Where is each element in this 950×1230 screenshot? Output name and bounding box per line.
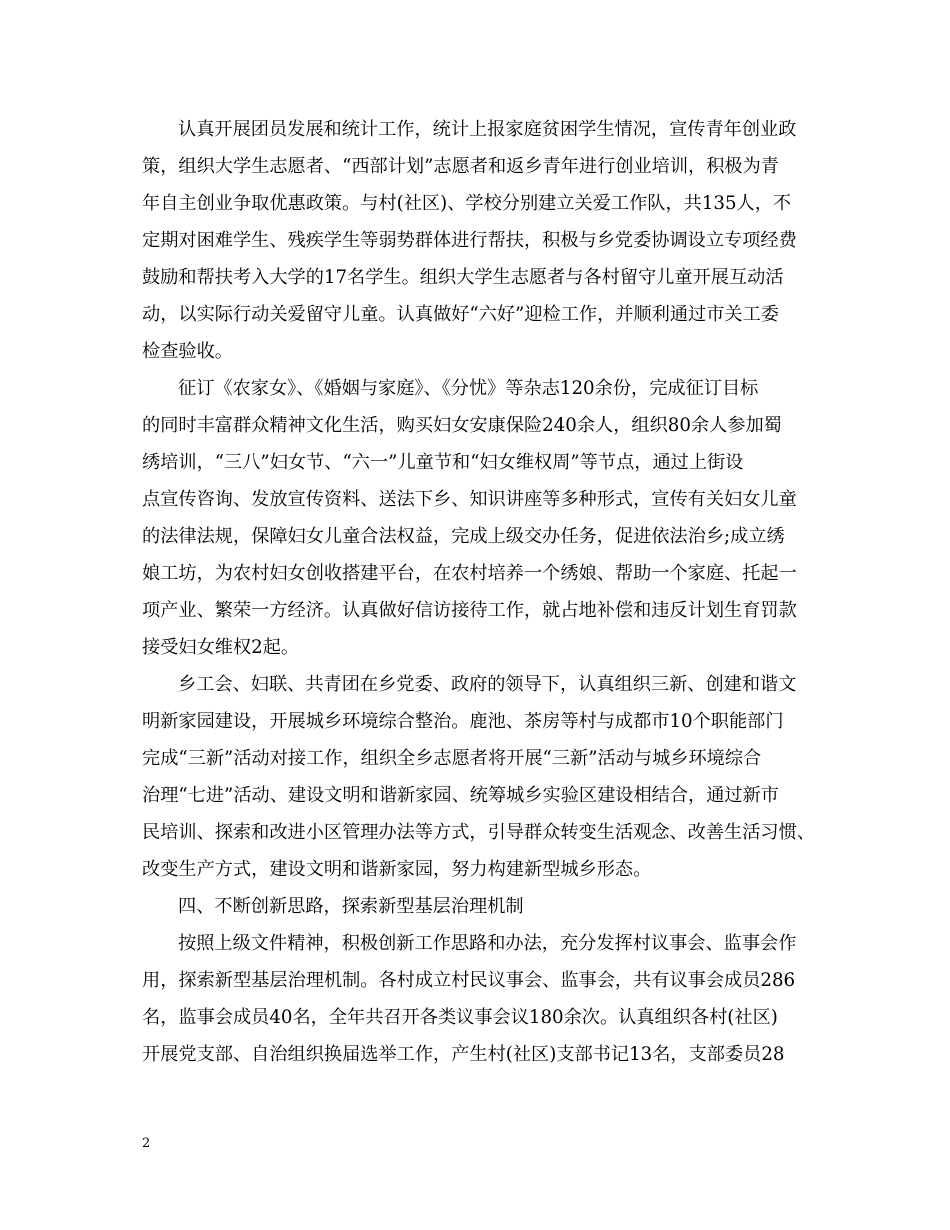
text-line: 治理“七进”活动、建设文明和谐新家园、统筹城乡实验区建设相结合，通过新市 bbox=[142, 785, 779, 806]
text-line: 按照上级文件精神，积极创新工作思路和办法，充分发挥村议事会、监事会作 bbox=[178, 933, 797, 954]
text-line: 娘工坊，为农村妇女创收搭建平台，在农村培养一个绣娘、帮助一个家庭、托起一 bbox=[142, 563, 797, 584]
text-line: 鼓励和帮扶考入大学的17名学生。组织大学生志愿者与各村留守儿童开展互动活 bbox=[142, 267, 784, 288]
text-line: 认真开展团员发展和统计工作，统计上报家庭贫困学生情况，宣传青年创业政 bbox=[178, 119, 797, 140]
text-line: 明新家园建设，开展城乡环境综合整治。鹿池、茶房等村与成都市10个职能部门 bbox=[142, 711, 784, 732]
text-line: 定期对困难学生、残疾学生等弱势群体进行帮扶，积极与乡党委协调设立专项经费 bbox=[142, 230, 797, 251]
section-heading: 四、不断创新思路，探索新型基层治理机制 bbox=[178, 896, 524, 917]
text-line: 的同时丰富群众精神文化生活，购买妇女安康保险240余人，组织80余人参加蜀 bbox=[142, 415, 782, 436]
text-line: 乡工会、妇联、共青团在乡党委、政府的领导下，认真组织三新、创建和谐文 bbox=[178, 674, 797, 695]
text-line: 征订《农家女》、《婚姻与家庭》、《分忧》等杂志120余份，完成征订目标 bbox=[178, 378, 759, 399]
text-line: 策，组织大学生志愿者、“西部计划”志愿者和返乡青年进行创业培训，积极为青 bbox=[142, 156, 779, 177]
text-line: 的法律法规，保障妇女儿童合法权益，完成上级交办任务，促进依法治乡;成立绣 bbox=[142, 526, 785, 547]
text-line: 完成“三新”活动对接工作，组织全乡志愿者将开展“三新”活动与城乡环境综合 bbox=[142, 748, 762, 769]
text-line: 接受妇女维权2起。 bbox=[142, 637, 300, 658]
text-line: 名，监事会成员40名，全年共召开各类议事会议180余次。认真组织各村(社区) bbox=[142, 1007, 778, 1028]
text-line: 开展党支部、自治组织换届选举工作，产生村(社区)支部书记13名，支部委员28 bbox=[142, 1044, 785, 1065]
text-line: 项产业、繁荣一方经济。认真做好信访接待工作，就占地补偿和违反计划生育罚款 bbox=[142, 600, 797, 621]
text-line: 用，探索新型基层治理机制。各村成立村民议事会、监事会，共有议事会成员286 bbox=[142, 970, 796, 991]
text-line: 年自主创业争取优惠政策。与村(社区)、学校分别建立关爱工作队，共135人，不 bbox=[142, 193, 792, 214]
text-line: 绣培训，“三八”妇女节、“六一”儿童节和“妇女维权周”等节点，通过上街设 bbox=[142, 452, 744, 473]
text-line: 检查验收。 bbox=[142, 341, 233, 362]
text-line: 点宣传咨询、发放宣传资料、送法下乡、知识讲座等多种形式，宣传有关妇女儿童 bbox=[142, 489, 797, 510]
text-line: 动，以实际行动关爱留守儿童。认真做好“六好”迎检工作，并顺利通过市关工委 bbox=[142, 304, 779, 325]
text-line: 改变生产方式，建设文明和谐新家园，努力构建新型城乡形态。 bbox=[142, 859, 652, 880]
text-line: 民培训、探索和改进小区管理办法等方式，引导群众转变生活观念、改善生活习惯、 bbox=[142, 822, 815, 843]
page-number: 2 bbox=[142, 1136, 151, 1151]
